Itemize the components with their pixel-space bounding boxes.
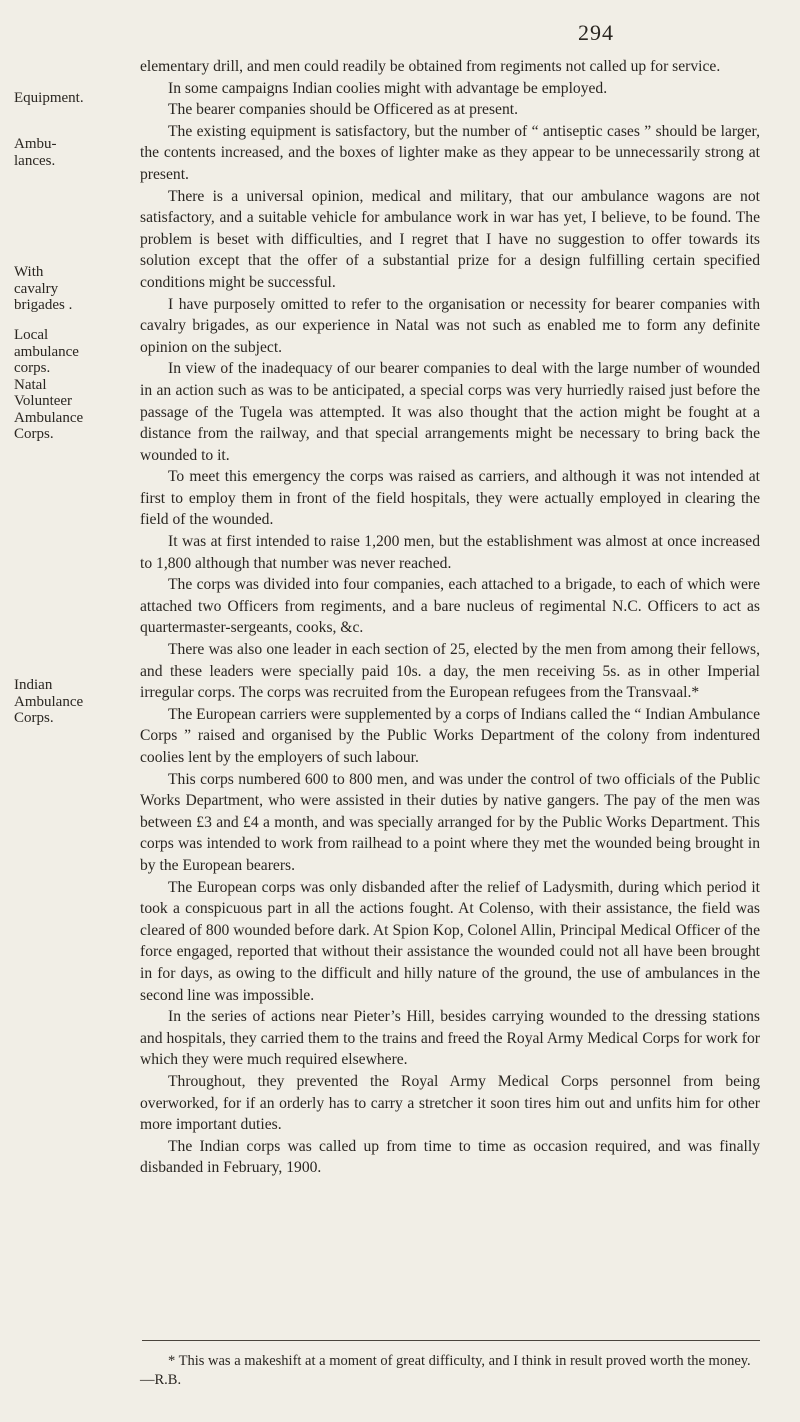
paragraph: In some campaigns Indian coolies might with advantage be employed. — [168, 79, 608, 97]
footnote: * This was a makeshift at a moment of great difficulty, and I think in result proved worth the money.—R.B. — [140, 1353, 751, 1388]
paragraph: It was at first intended to raise 1,200 men, but the establishment was almost at once increased to 1,800 although that number was never reached. — [140, 533, 760, 572]
paragraph: To meet this emergency the corps was raised as carriers, and although it was not intended at first to employ them in front of the field hospitals, they were actually employed in clearing the field of the wounded. — [140, 468, 760, 529]
paragraph: The bearer companies should be Officered as at present. — [168, 101, 518, 119]
margin-note-equipment: Equipment. — [14, 90, 84, 106]
paragraph: This corps numbered 600 to 800 men, and was under the control of two officials of the Public Works Department, who were assisted in their duties by native gangers. The pay of the men was between £3 and £4 a month, and was specially arranged for by the Public Works Department. This corps was intended to work from railhead to a point where they met the wounded being brought in by the European bearers. — [140, 770, 760, 874]
paragraph: Throughout, they prevented the Royal Army Medical Corps personnel from being overworked, for if an orderly has to carry a stretcher it soon tires him out and unfits him for other more important duties. — [140, 1072, 760, 1134]
margin-note-local-ambulance-corps: Local ambulance corps. Natal Volunteer Ambulance Corps. — [14, 327, 84, 442]
margin-note-indian-ambulance-corps: Indian Ambulance Corps. — [14, 677, 84, 726]
paragraph: elementary drill, and men could readily be obtained from regiments not called up for service. — [140, 58, 721, 75]
main-text — [140, 56, 760, 1179]
paragraph: I have purposely omitted to refer to the organisation or necessity for bearer companies with cavalry brigades, as our experience in Natal was not such as enabled me to form any definite opinion on the subject. — [140, 295, 760, 356]
paragraph: The corps was divided into four companies, each attached to a brigade, to each of which were attached two Officers from regiments, and a bare nucleus of regimental N.C. Officers to act as quartermaster-sergeants, cooks, &c. — [140, 576, 760, 637]
paragraph: The European corps was only disbanded after the relief of Ladysmith, during which period it took a conspicuous part in all the actions fought. At Colenso, with their assistance, the field was cleared of 800 wounded before dark. At Spion Kop, Colonel Allin, Principal Medical Officer of the force engaged, reported that without their assistance the wounded could not all have been brought in for days, as owing to the difficult and hilly nature of the ground, the use of ambulances in the second line was impossible. — [140, 878, 760, 1004]
paragraph: In the series of actions near Pieter’s Hill, besides carrying wounded to the dressing stations and hospitals, they carried them to the trains and freed the Royal Army Medical Corps for work for which they were much required elsewhere. — [140, 1008, 760, 1069]
page-number: 294 — [578, 20, 614, 45]
paragraph: The existing equipment is satisfactory, but the number of “ antiseptic cases ” should be larger, the contents increased, and the boxes of lighter make as they appear to be unnecessarily strong at present. — [140, 122, 760, 183]
paragraph: There is a universal opinion, medical and military, that our ambulance wagons are not satisfactory, and a suitable vehicle for ambulance work in war has yet, I believe, to be found. The problem is beset with difficulties, and I regret that I have no suggestion to offer towards its solution except that the offer of a substantial prize for a design fulfilling certain specified conditions might be successful. — [140, 187, 760, 291]
paragraph: The Indian corps was called up from time to time as occasion required, and was finally disbanded in February, 1900. — [140, 1137, 760, 1177]
footnote-divider — [142, 1340, 760, 1341]
margin-note-ambulances: Ambu- lances. — [14, 136, 57, 169]
paragraph: The European carriers were supplemented by a corps of Indians called the “ Indian Ambulance Corps ” raised and organised by the Public Works Department of the colony from indentured coolies lent by the employers of such labour. — [140, 705, 760, 766]
paragraph: In view of the inadequacy of our bearer companies to deal with the large number of wounded in an action such as was to be anticipated, a special corps was very hurriedly raised just before the passage of the Tugela was attempted. It was also thought that the action might be fought at a distance from the railway, and that special arrangements might be necessary to bring back the wounded to it. — [140, 360, 760, 464]
paragraph: There was also one leader in each section of 25, elected by the men from among their fellows, and these leaders were specially paid 10s. a day, the men receiving 5s. as in other Imperial irregular corps. The corps was recruited from the European refugees from the Transvaal.* — [140, 641, 760, 702]
margin-note-cavalry-brigades: With cavalry brigades . — [14, 264, 73, 313]
